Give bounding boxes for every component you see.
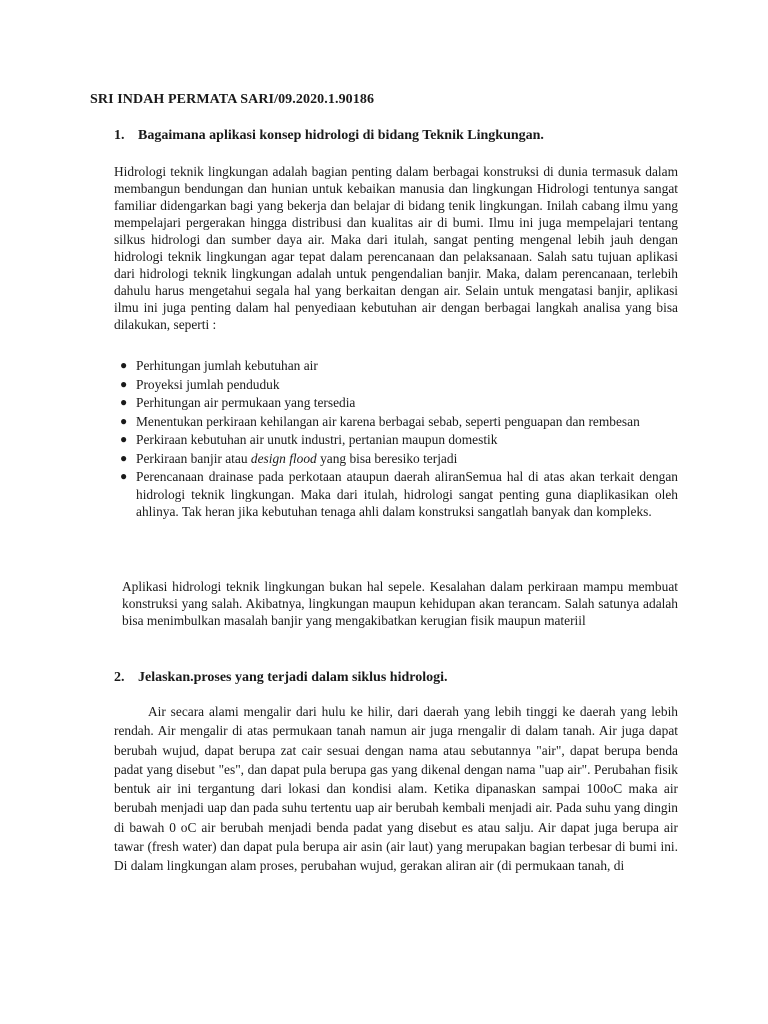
bullet-dot-icon: ● [120, 469, 128, 483]
bullet-dot-icon: ● [120, 413, 128, 428]
answer-1-paragraph: Hidrologi teknik lingkungan adalah bagian penting dalam berbagai konstruksi di dunia termasuk dalam membangun bendungan dan hunian untuk kebaikan manusia dan lingkungan Hidrologi tentunya sangat familiar didengarkan bagi yang bekerja dan belajar di bidang tenik lingkungan. Inilah cabang ilmu yang mempelajari pergerakan hingga distribusi dan kualitas air di bumi. Ilmu ini juga mempelajari tentang silkus hidrologi dan sumber daya air. Maka dari itulah, sangat penting mengenal lebih jauh dengan hidrologi teknik lingkungan agar tepat dalam perencanaan dan pelaksanaan. Salah satu tujuan aplikasi dari hidrologi teknik lingkungan adalah untuk pengendalian banjir. Maka, dalam perencanaan, terlebih dahulu harus mengetahui segala hal yang berkaitan dengan air. Selain untuk mengatasi banjir, aplikasi ilmu ini juga penting dalam hal penyediaan kebutuhan air dengan berbagai langkah analisa yang bisa dilakukan, seperti : [114, 164, 678, 332]
list-item: ● Proyeksi jumlah penduduk [120, 376, 280, 392]
author-header: SRI INDAH PERMATA SARI/09.2020.1.90186 [90, 92, 375, 107]
list-item: ● Menentukan perkiraan kehilangan air karena berbagai sebab, seperti penguapan dan rembesan [120, 413, 640, 429]
answer-2-paragraph: Air secara alami mengalir dari hulu ke hilir, dari daerah yang lebih tinggi ke daerah yang lebih rendah. Air mengalir di atas permukaan tanah namun air juga rnengalir di dalam tanah. Air juga dapat berubah wujud, dapat berupa zat cair sesuai dengan nama atau sebutannya "air", dapat berupa benda padat yang disebut "es", dan dapat pula berupa gas yang dikenal dengan nama "uap air". Perubahan fisik bentuk air ini tergantung dari lokasi dan kondisi alam. Ketika dipanaskan sampai 100oC maka air berubah menjadi uap dan pada suhu tertentu uap air berubah kembali menjadi air. Pada suhu yang dingin di bawah 0 oC air berubah menjadi benda padat yang disebut es atau salju. Air dapat juga berupa air tawar (fresh water) dan dapat pula berupa air asin (air laut) yang merupakan bagian terbesar di bumi ini. Di dalam lingkungan alam proses, perubahan wujud, gerakan aliran air (di permukaan tanah, di [114, 704, 678, 874]
answer-1-closing-paragraph: Aplikasi hidrologi teknik lingkungan bukan hal sepele. Kesalahan dalam perkiraan mampu membuat konstruksi yang salah. Akibatnya, lingkungan maupun kehidupan akan terancam. Salah satunya adalah bisa menimbulkan masalah banjir yang mengakibatkan kerugian fisik maupun materiil [122, 579, 678, 628]
list-item: ● Perencanaan drainase pada perkotaan ataupun daerah aliranSemua hal di atas akan terkait dengan hidrologi teknik lingkungan. Maka dari itulah, hidrologi sangat penting guna diaplikasikan oleh ahlinya. Tak heran jika kebutuhan tenaga ahli dalam konstruksi sangatlah banyak dan kompleks. [120, 469, 678, 519]
question-2-text: Jelaskan.proses yang terjadi dalam siklus hidrologi. [138, 670, 448, 685]
list-item: ● Perhitungan air permukaan yang tersedia [120, 395, 356, 410]
list-item: ● Perkiraan kebutuhan air unutk industri, pertanian maupun domestik [120, 432, 498, 447]
bullet-dot-icon: ● [120, 358, 128, 372]
list-item: ● Perhitungan jumlah kebutuhan air [120, 358, 318, 373]
bullet-dot-icon: ● [120, 450, 128, 465]
list-item: ● Perkiraan banjir atau design flood yang bisa beresiko terjadi [120, 450, 458, 466]
bullet-dot-icon: ● [120, 432, 128, 446]
question-2-number: 2. [114, 670, 125, 685]
analysis-bullet-list [114, 357, 678, 522]
question-1-number: 1. [114, 128, 125, 143]
design-flood-term: design flood [250, 450, 317, 466]
bullet-dot-icon: ● [120, 376, 128, 391]
question-1-text: Bagaimana aplikasi konsep hidrologi di bidang Teknik Lingkungan. [138, 128, 544, 143]
bullet-dot-icon: ● [120, 395, 128, 409]
